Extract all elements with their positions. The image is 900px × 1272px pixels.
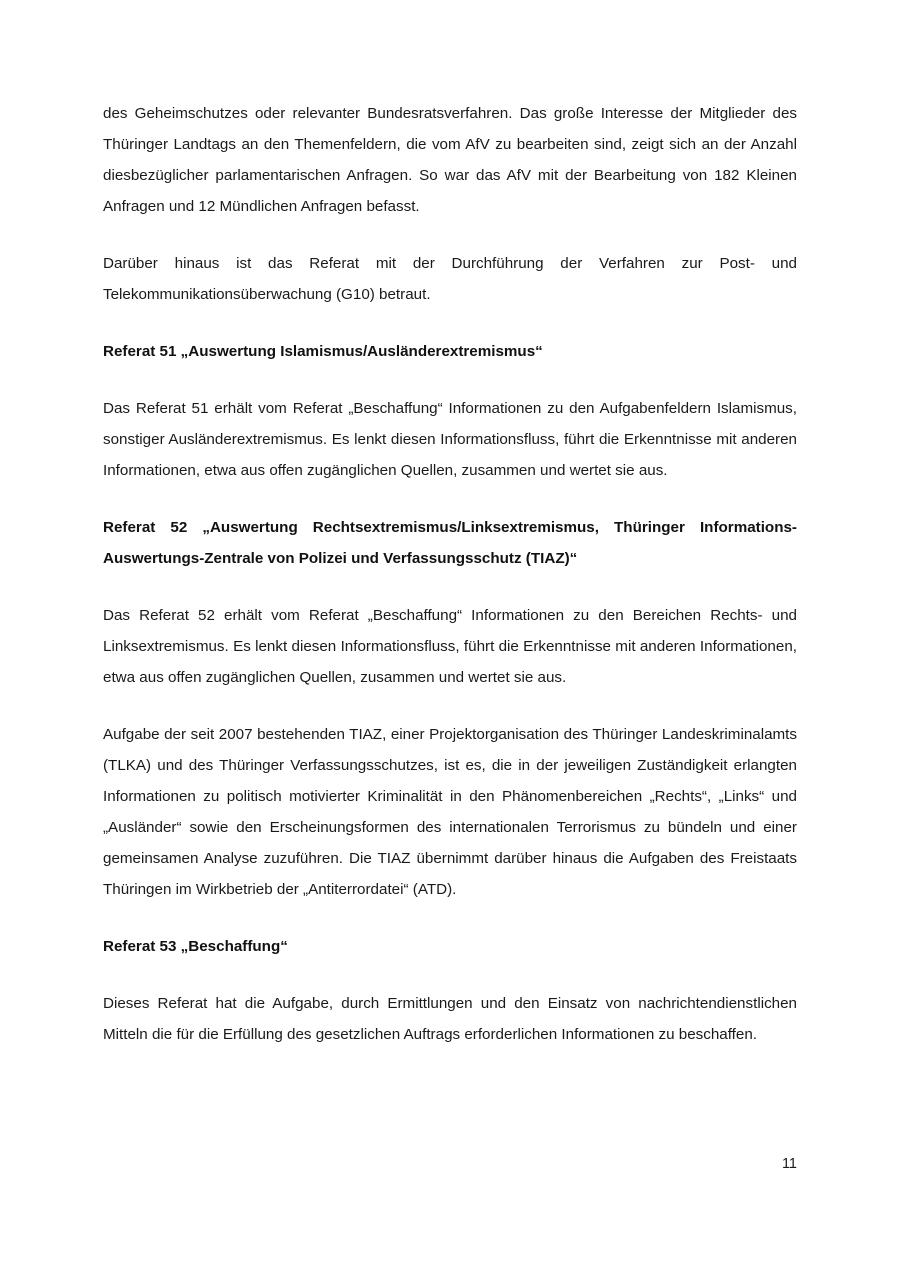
paragraph-1: des Geheimschutzes oder relevanter Bundesratsverfahren. Das große Interesse der Mitglieder des Thüringer Landtags an den Themenfeldern, die vom AfV zu bearbeiten sind, zeigt sich an der Anzahl diesbezüglicher parlamentarischen Anfragen. So war das AfV mit der Bearbeitung von 182 Kleinen Anfragen und 12 Mündlichen Anfragen befasst. bbox=[103, 105, 797, 215]
page-number: 11 bbox=[781, 1156, 797, 1172]
paragraph-4: Das Referat 52 erhält vom Referat „Beschaffung“ Informationen zu den Bereichen Rechts- und Linksextremismus. Es lenkt diesen Informationsfluss, führt die Erkenntnisse mit anderen Informationen, etwa aus offen zugänglichen Quellen, zusammen und wertet sie aus. bbox=[103, 607, 797, 686]
heading-referat-51: Referat 51 „Auswertung Islamismus/Ausländerextremismus“ bbox=[103, 343, 543, 360]
paragraph-6: Dieses Referat hat die Aufgabe, durch Ermittlungen und den Einsatz von nachrichtendienstlichen Mitteln die für die Erfüllung des gesetzlichen Auftrags erforderlichen Informationen zu beschaffen. bbox=[103, 995, 797, 1043]
paragraph-3: Das Referat 51 erhält vom Referat „Beschaffung“ Informationen zu den Aufgabenfeldern Islamismus, sonstiger Ausländerextremismus. Es lenkt diesen Informationsfluss, führt die Erkenntnisse mit anderen Informationen, etwa aus offen zugänglichen Quellen, zusammen und wertet sie aus. bbox=[103, 400, 797, 479]
heading-referat-53: Referat 53 „Beschaffung“ bbox=[103, 938, 288, 955]
page-body bbox=[103, 98, 797, 1050]
paragraph-2: Darüber hinaus ist das Referat mit der Durchführung der Verfahren zur Post- und Telekommunikationsüberwachung (G10) betraut. bbox=[103, 255, 797, 303]
heading-referat-52: Referat 52 „Auswertung Rechtsextremismus/Linksextremismus, Thüringer Informations-Auswertungs-Zentrale von Polizei und Verfassungsschutz (TIAZ)“ bbox=[103, 519, 797, 567]
paragraph-5: Aufgabe der seit 2007 bestehenden TIAZ, einer Projektorganisation des Thüringer Landeskriminalamts (TLKA) und des Thüringer Verfassungsschutzes, ist es, die in der jeweiligen Zuständigkeit erlangten Informationen zu politisch motivierter Kriminalität in den Phänomenbereichen „Rechts“, „Links“ und „Ausländer“ sowie den Erscheinungsformen des internationalen Terrorismus zu bündeln und einer gemeinsamen Analyse zuzuführen. Die TIAZ übernimmt darüber hinaus die Aufgaben des Freistaats Thüringen im Wirkbetrieb der „Antiterrordatei“ (ATD). bbox=[103, 726, 797, 898]
